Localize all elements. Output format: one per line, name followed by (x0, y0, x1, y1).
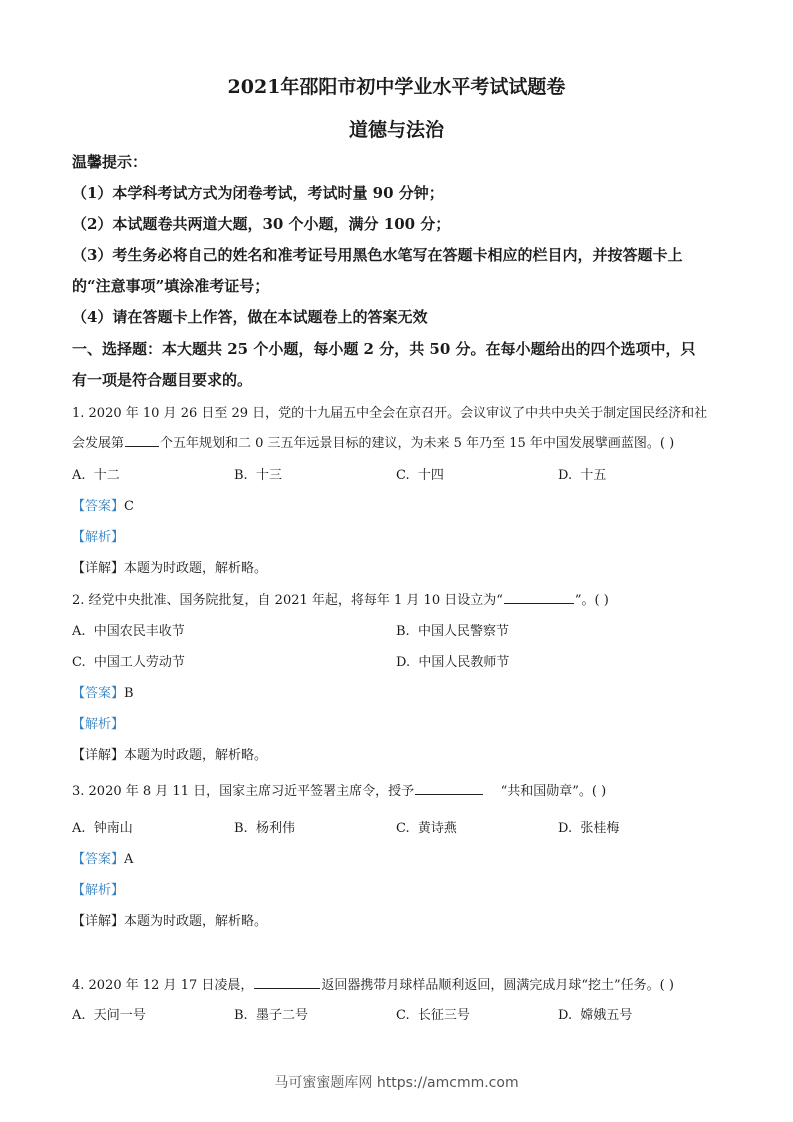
stem-text: 会发展第 (72, 436, 125, 451)
option-d: D. 十五 (558, 468, 607, 483)
tip-item: （4）请在答题卡上作答，做在本试题卷上的答案无效 (72, 308, 428, 326)
option-b: B. 杨利伟 (234, 821, 295, 836)
option-b: B. 十三 (234, 468, 282, 483)
tip-item: （3）考生务必将自己的姓名和准考证号用黑色水笔写在答题卡相应的栏目内，并按答题卡上 (72, 246, 683, 264)
option-d: D. 嫦娥五号 (558, 1008, 633, 1023)
option-c: C. 长征三号 (396, 1008, 470, 1023)
answer-blank (504, 602, 574, 604)
option-c: C. 中国工人劳动节 (72, 655, 185, 670)
tips-heading: 温馨提示： (72, 153, 148, 171)
stem-text: “共和国勋章”。( ) (500, 784, 607, 799)
tip-item: （1）本学科考试方式为闭卷考试，考试时量 90 分钟； (72, 184, 444, 202)
detail-line: 【详解】本题为时政题，解析略。 (72, 561, 268, 576)
answer-line: 【答案】A (72, 852, 134, 867)
stem-text: ”。( ) (574, 593, 609, 608)
detail-line: 【详解】本题为时政题，解析略。 (72, 914, 268, 929)
answer-line: 【答案】C (72, 499, 134, 514)
answer-blank (125, 445, 159, 447)
option-d: D. 张桂梅 (558, 821, 620, 836)
question-2-stem (72, 589, 609, 608)
section-heading: 一、选择题：本大题共 25 个小题，每小题 2 分，共 50 分。在每小题给出的四个选项中，只 (72, 340, 696, 358)
question-1-stem: 1. 2020 年 10 月 26 日至 29 日，党的十九届五中全会在京召开。会议审议了中共中央关于制定国民经济和社 (72, 406, 708, 421)
analysis-label: 【解析】 (72, 717, 125, 732)
tip-item: 的“注意事项”填涂准考证号； (72, 277, 270, 295)
page-title: 2021年邵阳市初中学业水平考试试题卷 (227, 76, 566, 98)
option-a: A. 中国农民丰收节 (72, 624, 185, 639)
stem-text: 3. 2020 年 8 月 11 日，国家主席习近平签署主席令，授予 (72, 784, 415, 799)
stem-text: 返回器携带月球样品顺利返回，圆满完成月球“挖土”任务。( ) (321, 978, 674, 993)
option-b: B. 墨子二号 (234, 1008, 308, 1023)
stem-text: 4. 2020 年 12 月 17 日凌晨， (72, 978, 254, 993)
answer-line: 【答案】B (72, 686, 134, 701)
option-d: D. 中国人民教师节 (396, 655, 510, 670)
option-c: C. 十四 (396, 468, 444, 483)
stem-text: 2. 经党中央批准、国务院批复，自 2021 年起，将每年 1 月 10 日设立为“ (72, 593, 503, 608)
analysis-label: 【解析】 (72, 883, 125, 898)
tip-item: （2）本试题卷共两道大题，30 个小题，满分 100 分； (72, 215, 451, 233)
stem-text: 个五年规划和二 0 三五年远景目标的建议，为未来 5 年乃至 15 年中国发展擘画蓝图。( ) (160, 436, 675, 451)
section-heading-cont: 有一项是符合题目要求的。 (72, 371, 253, 389)
option-a: A. 钟南山 (72, 821, 133, 836)
option-a: A. 十二 (72, 468, 120, 483)
answer-blank (415, 793, 483, 795)
option-b: B. 中国人民警察节 (396, 624, 509, 639)
option-a: A. 天问一号 (72, 1008, 146, 1023)
footer-watermark[interactable]: 马可蜜蜜题库网 https://amcmm.com (274, 1075, 519, 1091)
question-1-stem-cont (72, 432, 674, 451)
answer-blank (254, 987, 320, 989)
option-c: C. 黄诗燕 (396, 821, 457, 836)
page-subtitle: 道德与法治 (348, 119, 444, 141)
question-3-stem (72, 780, 606, 799)
detail-line: 【详解】本题为时政题，解析略。 (72, 748, 268, 763)
question-4-stem (72, 974, 674, 993)
analysis-label: 【解析】 (72, 530, 125, 545)
